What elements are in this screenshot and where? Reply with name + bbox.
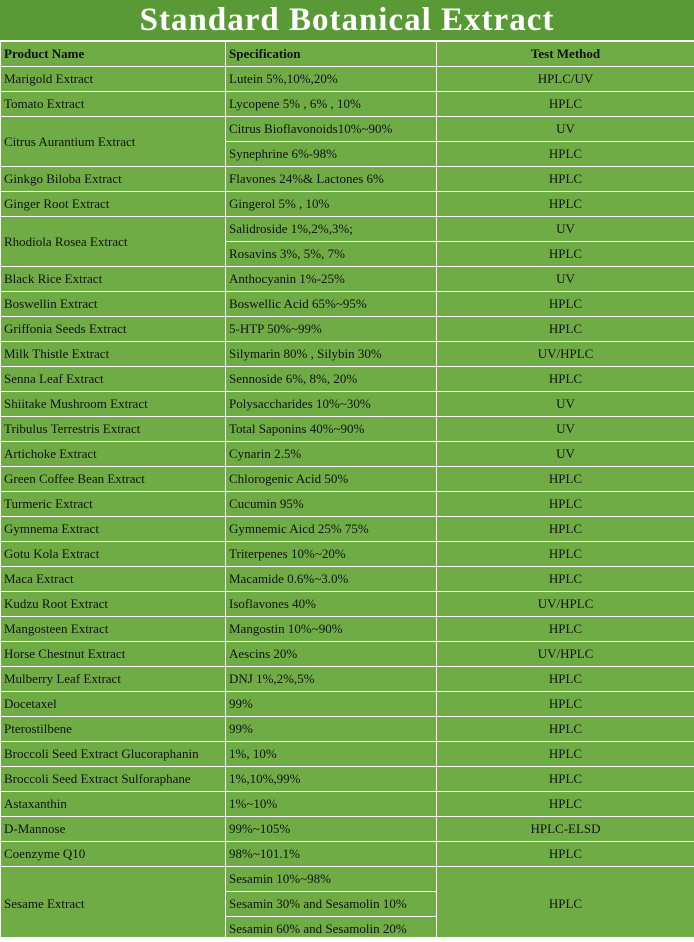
page-title: Standard Botanical Extract [0,0,694,41]
table-row [1,542,694,567]
spec-cell: Mangostin 10%~90% [226,617,437,642]
table-row [1,717,694,742]
table-row [1,742,694,767]
test-method-cell: HPLC [437,367,694,392]
spec-cell: Cucumin 95% [226,492,437,517]
table-row [1,767,694,792]
product-name-cell: Marigold Extract [1,67,226,92]
table-row [1,167,694,192]
table-body [1,67,694,942]
product-name-cell: Broccoli Seed Extract Sulforaphane [1,767,226,792]
table-row [1,317,694,342]
test-method-cell: UV [437,217,694,242]
spec-cell: Sesamin 10%~98% [226,867,437,892]
spec-cell: 5-HTP 50%~99% [226,317,437,342]
test-method-cell: HPLC [437,792,694,817]
test-method-cell: UV [437,442,694,467]
table-row [1,417,694,442]
spec-cell: Silymarin 80% , Silybin 30% [226,342,437,367]
spec-cell: Polysaccharides 10%~30% [226,392,437,417]
test-method-cell: UV/HPLC [437,642,694,667]
spec-cell: Cynarin 2.5% [226,442,437,467]
spec-cell: Sennoside 6%, 8%, 20% [226,367,437,392]
spec-cell: DNJ 1%,2%,5% [226,667,437,692]
spec-cell: Boswellic Acid 65%~95% [226,292,437,317]
table-row [1,642,694,667]
spec-cell: 1%,10%,99% [226,767,437,792]
product-name-cell: Citrus Aurantium Extract [1,117,226,167]
spec-cell: Aescins 20% [226,642,437,667]
table-row [1,667,694,692]
test-method-cell: HPLC [437,317,694,342]
table-row [1,117,694,142]
test-method-cell: UV [437,392,694,417]
product-name-cell: Pterostilbene [1,717,226,742]
test-method-cell: HPLC [437,192,694,217]
test-method-cell: HPLC [437,292,694,317]
product-name-cell: Tomato Extract [1,92,226,117]
test-method-cell: HPLC [437,167,694,192]
test-method-cell: HPLC/UV [437,67,694,92]
spec-cell: Macamide 0.6%~3.0% [226,567,437,592]
test-method-cell: UV [437,417,694,442]
table-row [1,592,694,617]
spec-cell: 1%~10% [226,792,437,817]
test-method-cell: HPLC [437,517,694,542]
table-row [1,467,694,492]
table-row [1,792,694,817]
product-name-cell: Ginger Root Extract [1,192,226,217]
product-name-cell: Broccoli Seed Extract Glucoraphanin [1,742,226,767]
table-row [1,192,694,217]
product-name-cell: Coenzyme Q10 [1,842,226,867]
header-spec: Specification [226,42,437,67]
product-name-cell: Ginkgo Biloba Extract [1,167,226,192]
spec-cell: Lutein 5%,10%,20% [226,67,437,92]
product-name-cell: Horse Chestnut Extract [1,642,226,667]
table-row [1,67,694,92]
spec-cell: 99% [226,692,437,717]
spec-cell: Chlorogenic Acid 50% [226,467,437,492]
test-method-cell: UV/HPLC [437,592,694,617]
test-method-cell: HPLC [437,492,694,517]
product-name-cell: Maca Extract [1,567,226,592]
spec-cell: Synephrine 6%-98% [226,142,437,167]
test-method-cell: HPLC [437,742,694,767]
table-row [1,517,694,542]
product-name-cell: Artichoke Extract [1,442,226,467]
product-name-cell: Gymnema Extract [1,517,226,542]
header-product: Product Name [1,42,226,67]
test-method-cell: UV [437,117,694,142]
table-row [1,342,694,367]
spec-cell: 98%~101.1% [226,842,437,867]
product-name-cell: Milk Thistle Extract [1,342,226,367]
spec-cell: Isoflavones 40% [226,592,437,617]
spec-cell: Gingerol 5% , 10% [226,192,437,217]
test-method-cell: HPLC [437,842,694,867]
product-name-cell: Gotu Kola Extract [1,542,226,567]
test-method-cell: HPLC [437,467,694,492]
test-method-cell: HPLC [437,542,694,567]
product-name-cell: Astaxanthin [1,792,226,817]
table-row [1,442,694,467]
product-name-cell: Rhodiola Rosea Extract [1,217,226,267]
test-method-cell: HPLC [437,617,694,642]
spec-cell: 1%, 10% [226,742,437,767]
product-name-cell: Boswellin Extract [1,292,226,317]
test-method-cell: HPLC [437,867,694,942]
table-row [1,392,694,417]
product-name-cell: Mangosteen Extract [1,617,226,642]
spec-cell: 99%~105% [226,817,437,842]
table-row [1,492,694,517]
spec-cell: Total Saponins 40%~90% [226,417,437,442]
spec-cell: Lycopene 5% , 6% , 10% [226,92,437,117]
table-row [1,567,694,592]
product-name-cell: Shiitake Mushroom Extract [1,392,226,417]
table-row [1,292,694,317]
spec-cell: Sesamin 60% and Sesamolin 20% [226,917,437,942]
test-method-cell: HPLC [437,717,694,742]
product-table [0,41,694,942]
spec-cell: Salidroside 1%,2%,3%; [226,217,437,242]
spec-cell: Anthocyanin 1%-25% [226,267,437,292]
test-method-cell: HPLC-ELSD [437,817,694,842]
table-row [1,267,694,292]
table-row [1,617,694,642]
table-row [1,867,694,892]
test-method-cell: UV/HPLC [437,342,694,367]
product-name-cell: Mulberry Leaf Extract [1,667,226,692]
test-method-cell: HPLC [437,567,694,592]
product-name-cell: Turmeric Extract [1,492,226,517]
product-name-cell: Sesame Extract [1,867,226,942]
spec-cell: 99% [226,717,437,742]
product-name-cell: Kudzu Root Extract [1,592,226,617]
product-name-cell: D-Mannose [1,817,226,842]
table-row [1,217,694,242]
test-method-cell: HPLC [437,142,694,167]
test-method-cell: UV [437,267,694,292]
table-row [1,92,694,117]
test-method-cell: HPLC [437,767,694,792]
spec-cell: Rosavins 3%, 5%, 7% [226,242,437,267]
table-row [1,842,694,867]
test-method-cell: HPLC [437,92,694,117]
product-name-cell: Green Coffee Bean Extract [1,467,226,492]
spec-cell: Triterpenes 10%~20% [226,542,437,567]
product-name-cell: Senna Leaf Extract [1,367,226,392]
spec-cell: Citrus Bioflavonoids10%~90% [226,117,437,142]
test-method-cell: HPLC [437,692,694,717]
spec-cell: Flavones 24%& Lactones 6% [226,167,437,192]
product-name-cell: Docetaxel [1,692,226,717]
test-method-cell: HPLC [437,667,694,692]
table-row [1,817,694,842]
spec-cell: Gymnemic Aicd 25% 75% [226,517,437,542]
table-row [1,367,694,392]
spec-cell: Sesamin 30% and Sesamolin 10% [226,892,437,917]
product-name-cell: Griffonia Seeds Extract [1,317,226,342]
table-row [1,692,694,717]
test-method-cell: HPLC [437,242,694,267]
header-method: Test Method [437,42,694,67]
product-name-cell: Tribulus Terrestris Extract [1,417,226,442]
header-row [1,42,694,67]
product-name-cell: Black Rice Extract [1,267,226,292]
